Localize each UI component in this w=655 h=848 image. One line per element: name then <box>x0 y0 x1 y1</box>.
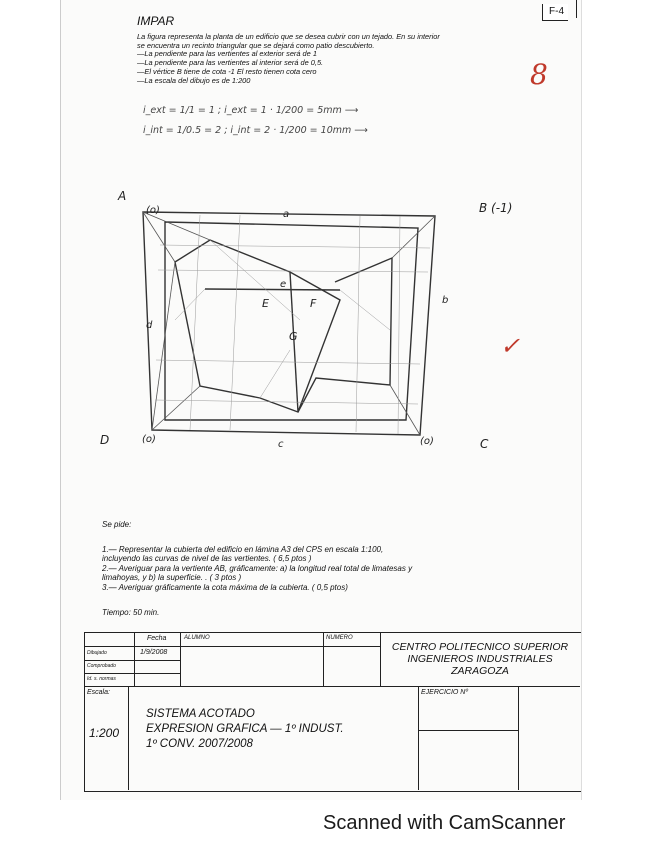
vertex-D-label: D <box>100 433 110 447</box>
point-E-label: E <box>262 297 269 310</box>
side-d-label: d <box>146 320 153 331</box>
task-list <box>102 545 522 592</box>
tb-divider <box>323 632 324 686</box>
zero-height-C: (o) <box>420 436 434 447</box>
tb-divider <box>134 632 135 686</box>
subject-line: EXPRESION GRAFICA — 1º INDUST. <box>146 723 344 735</box>
school-name <box>380 641 580 677</box>
subject-line: SISTEMA ACOTADO <box>146 708 255 720</box>
statement-line: —La pendiente para las vertientes al exterior será de 1 <box>137 49 317 59</box>
ridge-e <box>205 289 340 290</box>
time-limit: Tiempo: 50 min. <box>102 608 160 617</box>
guide <box>260 350 290 398</box>
vertex-A-label: A <box>118 189 127 203</box>
tb-divider <box>418 686 419 790</box>
exercise-tag: F-4 <box>542 4 568 21</box>
zero-height-A: (o) <box>146 205 160 216</box>
numero-label: NUMERO <box>326 635 353 641</box>
task-line: 2.— Averiguar para la vertiente AB, gráficamente: a) la longitud real total de limatesas y <box>102 563 413 573</box>
hip-b <box>392 216 435 258</box>
ejercicio-label: EJERCICIO Nº <box>421 689 468 696</box>
guide <box>340 290 390 330</box>
guide <box>155 400 418 404</box>
task-line: limahoyas, y b) la superficie. . ( 3 ptos ) <box>102 573 242 583</box>
vertex-B-label: B (-1) <box>479 201 513 215</box>
ridge-e-label: e <box>280 279 287 290</box>
tb-divider <box>128 686 129 790</box>
handwritten-calc-exterior: i_ext = 1/1 = 1 ; i_ext = 1 · 1/200 = 5mm ⟶ <box>143 105 359 116</box>
dibujado-label: Dibujado <box>87 650 107 656</box>
guide <box>175 289 205 320</box>
hip-a <box>143 212 175 262</box>
fecha-value: 1/9/2008 <box>140 649 168 656</box>
task-line: 1.— Representar la cubierta del edificio en lámina A3 del CPS en escala 1:100, <box>102 545 384 554</box>
subject-line: 1º CONV. 2007/2008 <box>146 738 253 750</box>
statement-line: —La escala del dibujo es de 1:200 <box>137 75 251 85</box>
tb-divider <box>518 686 519 790</box>
exercise-title: IMPAR <box>137 14 175 28</box>
guide <box>158 270 428 272</box>
grade-mark: 8 <box>530 58 548 91</box>
tb-divider <box>418 730 518 731</box>
comprobado-label: Comprobado <box>87 663 116 669</box>
alumno-label: ALUMNO <box>184 635 210 641</box>
scale-value: 1:200 <box>89 726 120 740</box>
hip-d2 <box>152 262 175 430</box>
school-line: INGENIEROS INDUSTRIALES <box>407 653 553 665</box>
point-G-label: G <box>289 330 298 343</box>
tb-divider <box>84 660 180 661</box>
vertex-C-label: C <box>480 437 489 451</box>
statement-line: se encuentra un recinto triangular que se dejará como patio descubierto. <box>137 40 375 50</box>
side-c-label: c <box>278 439 284 450</box>
tb-divider <box>180 632 181 686</box>
normas-label: Id. s. normas <box>87 676 116 682</box>
subject-block <box>146 707 344 752</box>
hip-c <box>390 385 420 435</box>
task-line: 3.— Averiguar gráficamente la cota máxima de la cubierta. ( 0,5 ptos) <box>102 582 348 592</box>
scanner-watermark: Scanned with CamScanner <box>323 812 566 834</box>
statement-line: —La pendiente para las vertientes al interior será de 0,5. <box>137 58 324 68</box>
tb-divider <box>84 686 580 687</box>
handwritten-calc-interior: i_int = 1/0.5 = 2 ; i_int = 2 · 1/200 = 10mm ⟶ <box>143 125 368 136</box>
side-b-label: b <box>442 295 449 306</box>
fecha-label: Fecha <box>147 635 167 642</box>
patio-right-outline <box>298 258 392 412</box>
guide <box>356 216 360 432</box>
se-pide-label: Se pide: <box>102 520 132 529</box>
guide <box>190 215 200 430</box>
statement-line: —El vértice B tiene de cota -1 El resto tienen cota cero <box>137 66 317 76</box>
guide <box>210 240 300 320</box>
escala-label: Escala: <box>87 689 110 696</box>
point-F-label: F <box>310 297 317 310</box>
check-mark: ✓ <box>500 332 521 360</box>
side-a-label: a <box>283 209 290 220</box>
zero-height-D: (o) <box>142 434 156 445</box>
task-line: incluyendo las curvas de nivel de las vertientes. ( 6,5 ptos ) <box>102 554 312 564</box>
guide <box>230 215 240 430</box>
school-line: ZARAGOZA <box>451 665 509 677</box>
hip-d <box>152 386 200 430</box>
tb-divider <box>84 646 380 647</box>
statement-line: La figura representa la planta de un edificio que se desea cubrir con un tejado. En su interior <box>137 32 440 41</box>
school-line: CENTRO POLITECNICO SUPERIOR <box>391 641 569 653</box>
tb-divider <box>84 673 180 674</box>
inner-offset-outline <box>165 222 418 420</box>
